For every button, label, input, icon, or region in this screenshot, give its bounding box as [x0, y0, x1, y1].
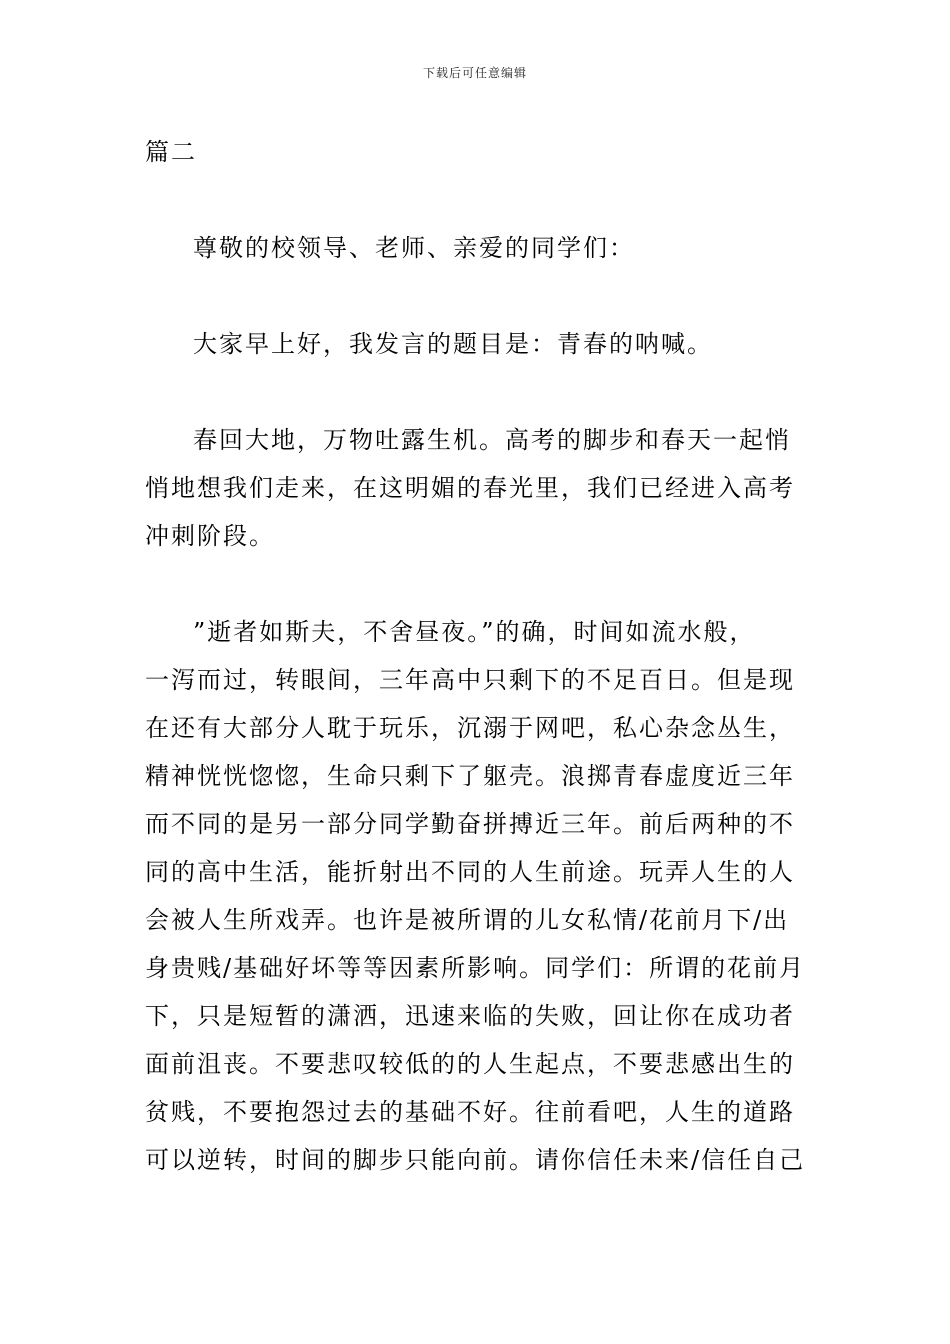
paragraph-greeting: [145, 224, 807, 272]
paragraph-line: 会被人生所戏弄。也许是被所谓的儿女私情/花前月下/出: [145, 906, 790, 934]
paragraph-line: 精神恍恍惚惚，生命只剩下了躯壳。浪掷青春虚度近三年: [145, 762, 795, 790]
section-title: 篇二: [145, 138, 197, 166]
paragraph-line: ”逝者如斯夫，不舍昼夜。”的确，时间如流水般，: [193, 618, 756, 646]
paragraph-line: 同的高中生活，能折射出不同的人生前途。玩弄人生的人: [145, 858, 795, 886]
paragraph-line: 身贵贱/基础好坏等等因素所影响。同学们：所谓的花前月: [145, 954, 806, 982]
header-note: 下载后可任意编辑: [422, 66, 527, 80]
paragraph-line: 在还有大部分人耽于玩乐，沉溺于网吧，私心杂念丛生，: [145, 714, 795, 742]
paragraph-line: 而不同的是另一部分同学勤奋拼搏近三年。前后两种的不: [145, 810, 795, 838]
paragraph-line: 一泻而过，转眼间，三年高中只剩下的不足百日。但是现: [145, 666, 795, 694]
paragraph-line: 悄地想我们走来，在这明媚的春光里，我们已经进入高考: [145, 474, 795, 502]
paragraph-line: 春回大地，万物吐露生机。高考的脚步和春天一起悄: [193, 426, 791, 454]
paragraph-line: 下，只是短暂的潇洒，迅速来临的失败，回让你在成功者: [145, 1002, 795, 1030]
paragraph-spring: [145, 416, 807, 560]
paragraph-line: 可以逆转，时间的脚步只能向前。请你信任未来/信任自己: [145, 1146, 806, 1174]
paragraph-topic: [145, 320, 807, 368]
document-body: [145, 128, 807, 1184]
paragraph-line: 冲刺阶段。: [145, 522, 275, 550]
paragraph-line: 贫贱，不要抱怨过去的基础不好。往前看吧，人生的道路: [145, 1098, 795, 1126]
paragraph-line: 尊敬的校领导、老师、亲爱的同学们：: [193, 234, 635, 262]
paragraph-line: 大家早上好，我发言的题目是：青春的呐喊。: [193, 330, 713, 358]
paragraph-time: [145, 608, 807, 1184]
paragraph-line: 面前沮丧。不要悲叹较低的的人生起点，不要悲感出生的: [145, 1050, 795, 1078]
